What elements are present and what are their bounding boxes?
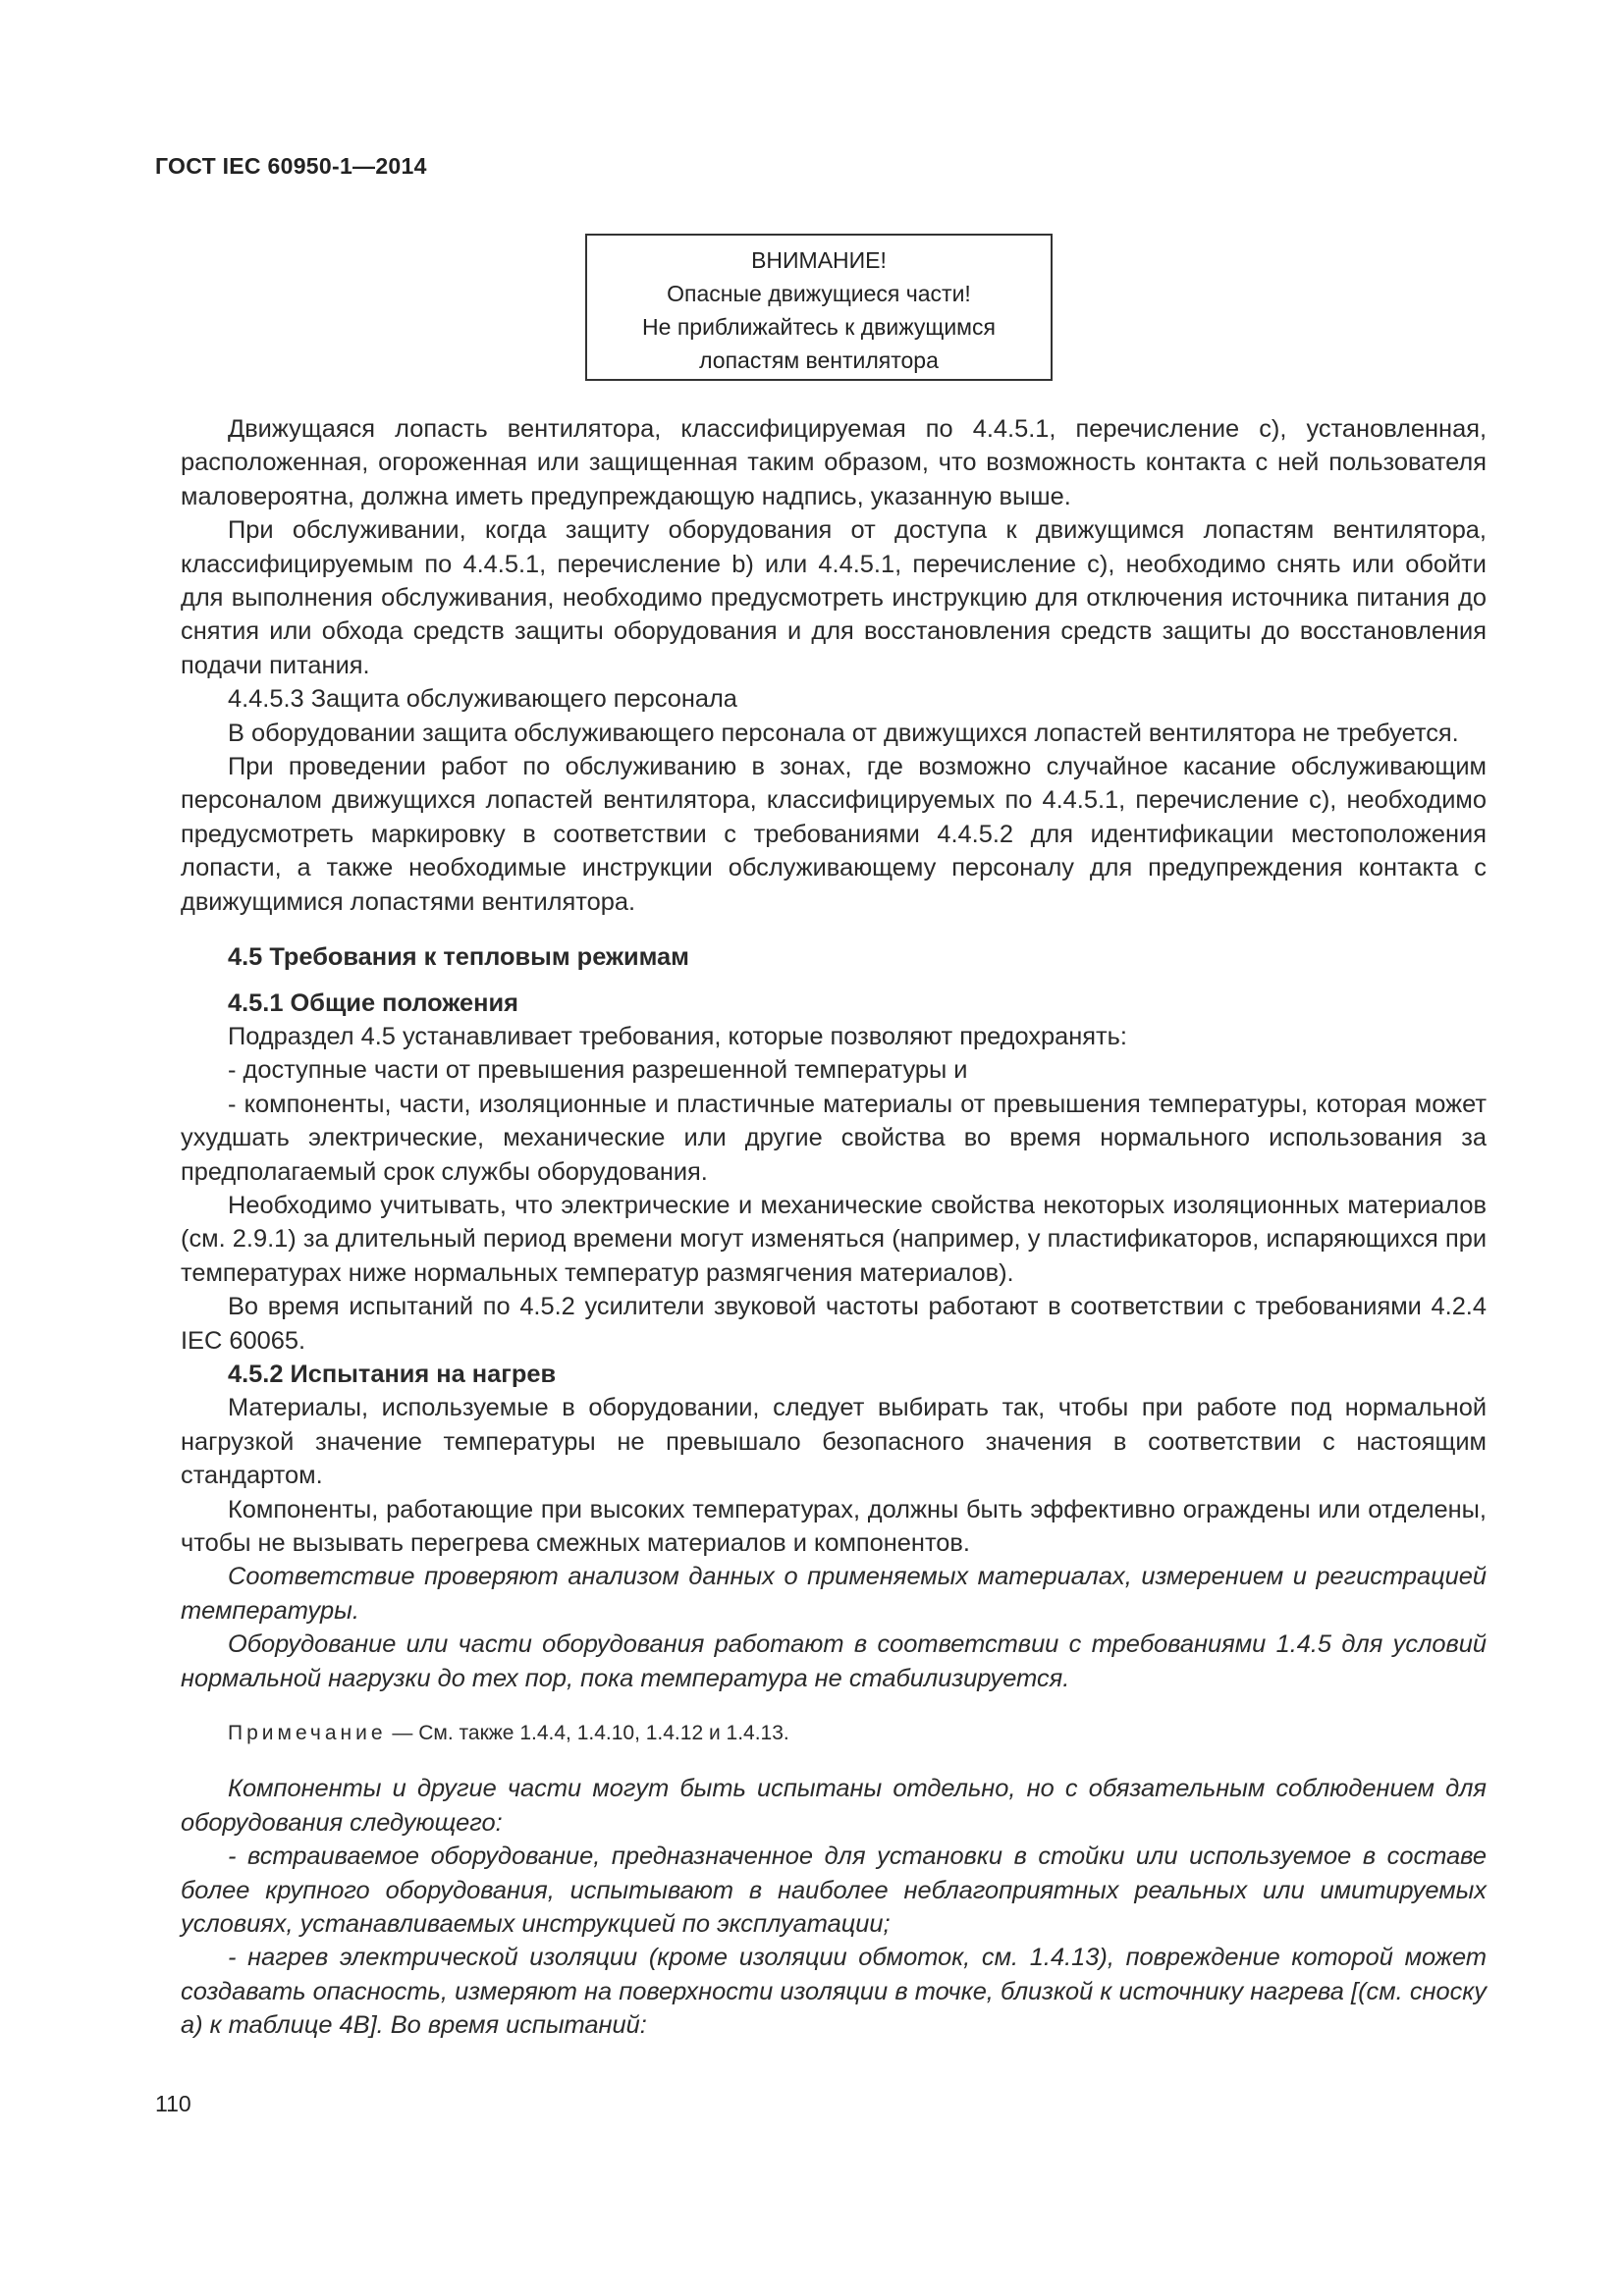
clause-heading: 4.4.5.3 Защита обслуживающего персонала	[228, 685, 737, 714]
warning-line: ВНИМАНИЕ!	[751, 247, 887, 273]
section-heading-4-5-2: 4.5.2 Испытания на нагрев	[228, 1360, 557, 1388]
warning-line: лопастям вентилятора	[699, 347, 939, 373]
note	[181, 1717, 1487, 1750]
paragraph: Компоненты, работающие при высоких температурах, должны быть эффективно ограждены или отделены, чтобы не вызывать перегрева смежных материалов и компонентов.	[181, 1495, 1487, 1557]
note-text: — См. также 1.4.4, 1.4.10, 1.4.12 и 1.4.13.	[386, 1722, 789, 1745]
paragraph: В оборудовании защита обслуживающего персонала от движущихся лопастей вентилятора не требуется.	[228, 719, 1459, 747]
list-item: - доступные части от превышения разрешенной температуры и	[228, 1056, 968, 1085]
page-number: 110	[155, 2091, 191, 2116]
warning-line: Опасные движущиеся части!	[667, 281, 971, 306]
document-header: ГОСТ IEC 60950-1—2014	[155, 153, 427, 179]
paragraph: Материалы, используемые в оборудовании, следует выбирать так, чтобы при работе под нормальной нагрузкой значение температуры не превышало безопасного значения в соответствии с настоящим стандартом.	[181, 1394, 1487, 1490]
list-item: - нагрев электрической изоляции (кроме изоляции обмоток, см. 1.4.13), повреждение которой может создавать опасность, измеряют на поверхности изоляции в точке, близкой к источнику нагрева [(см. сноску a) к таблице 4B]. Во время испытаний:	[181, 1944, 1487, 2040]
list-item: - встраиваемое оборудование, предназначенное для установки в стойки или используемое в составе более крупного оборудования, испытывают в наиболее неблагоприятных реальных или имитируемых условиях, устанавливаемых инструкцией по эксплуатации;	[181, 1842, 1487, 1939]
section-heading-4-5: 4.5 Требования к тепловым режимам	[228, 943, 689, 972]
note-label: Примечание	[228, 1722, 387, 1745]
paragraph: При обслуживании, когда защиту оборудования от доступа к движущимся лопастям вентилятора, классифицируемым по 4.4.5.1, перечисление b) или 4.4.5.1, перечисление c), необходимо снять или обойти для выполнения обслуживания, необходимо предусмотреть инструкцию для отключения источника питания до снятия или обхода средств защиты оборудования и для восстановления средств защиты до восстановления подачи питания.	[181, 516, 1487, 679]
compliance-paragraph: Соответствие проверяют анализом данных о применяемых материалах, измерением и регистрацией температуры.	[181, 1563, 1487, 1625]
paragraph: При проведении работ по обслуживанию в зонах, где возможно случайное касание обслуживающим персоналом движущихся лопастей вентилятора, классифицируемых по 4.4.5.1, перечисление c), необходимо предусмотреть маркировку в соответствии с требованиями 4.4.5.2 для идентификации местоположения лопасти, а также необходимые инструкции обслуживающему персоналу для предупреждения контакта с движущимися лопастями вентилятора.	[181, 753, 1487, 916]
list-item: - компоненты, части, изоляционные и пластичные материалы от превышения температуры, которая может ухудшать электрические, механические или другие свойства во время нормального использования за предполагаемый срок службы оборудования.	[181, 1090, 1487, 1186]
paragraph: Движущаяся лопасть вентилятора, классифицируемая по 4.4.5.1, перечисление c), установленная, расположенная, огороженная или защищенная таким образом, что возможность контакта с ней пользователя маловероятна, должна иметь предупреждающую надпись, указанную выше.	[181, 415, 1487, 510]
paragraph: Необходимо учитывать, что электрические и механические свойства некоторых изоляционных материалов (см. 2.9.1) за длительный период времени могут изменяться (например, у пластификаторов, испаряющихся при температурах ниже нормальных температур размягчения материалов).	[181, 1191, 1487, 1287]
compliance-paragraph: Оборудование или части оборудования работают в соответствии с требованиями 1.4.5 для условий нормальной нагрузки до тех пор, пока температура не стабилизируется.	[181, 1630, 1487, 1692]
warning-sign-box	[585, 234, 1053, 381]
compliance-paragraph: Компоненты и другие части могут быть испытаны отдельно, но с обязательным соблюдением для оборудования следующего:	[181, 1775, 1487, 1837]
warning-line: Не приближайтесь к движущимся	[642, 314, 996, 340]
document-body	[181, 412, 1487, 2043]
section-heading-4-5-1: 4.5.1 Общие положения	[228, 988, 518, 1017]
paragraph: Подраздел 4.5 устанавливает требования, которые позволяют предохранять:	[228, 1022, 1127, 1050]
paragraph: Во время испытаний по 4.5.2 усилители звуковой частоты работают в соответствии с требованиями 4.2.4 IEC 60065.	[181, 1293, 1487, 1355]
